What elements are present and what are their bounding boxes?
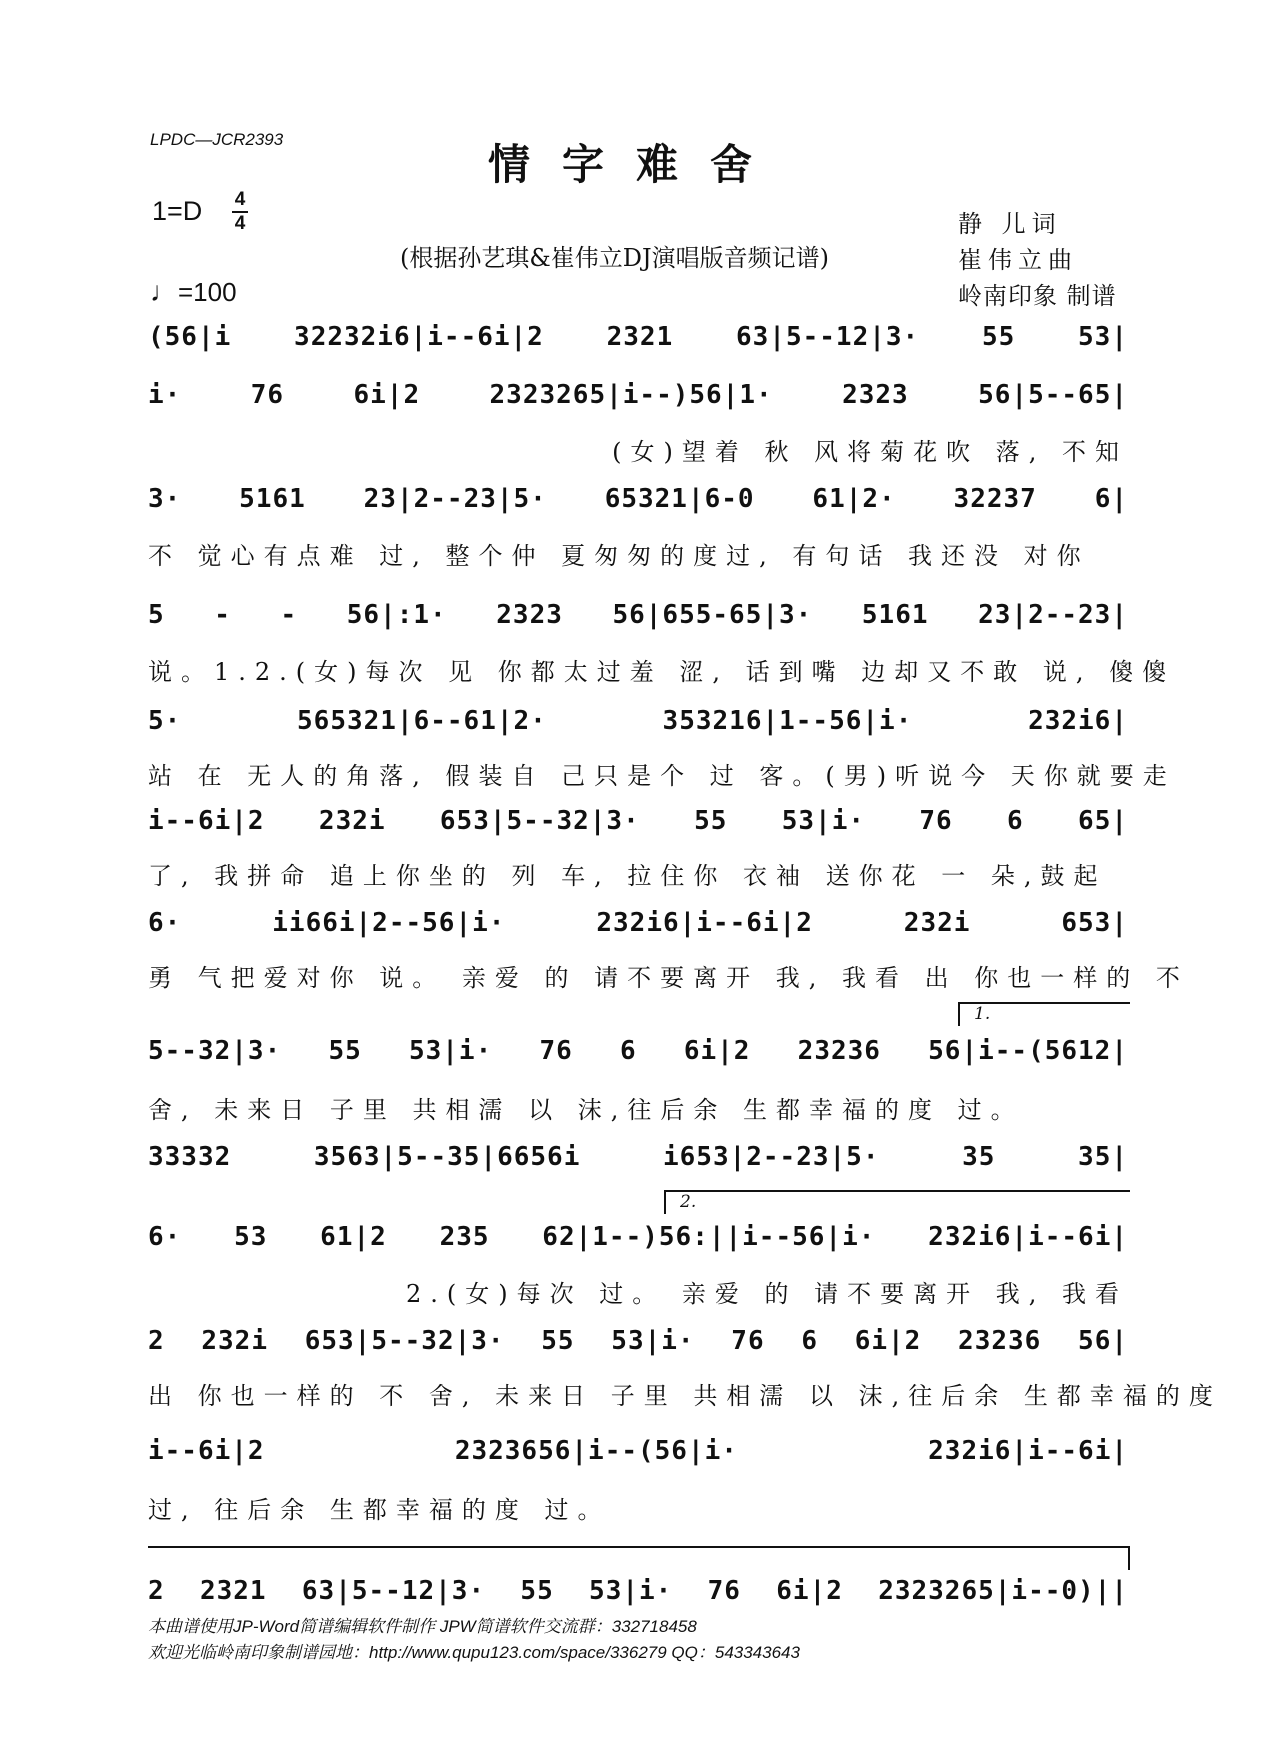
- second-ending-label: 2.: [680, 1192, 697, 1212]
- notation-row: i--6i|2 232i 653|5--32|3· 55 53|i· 76 6 65|: [148, 806, 1128, 836]
- lyric-row: 出 你也一样的 不 舍, 未来日 子里 共相濡 以 沫,往后余 生都幸福的度: [148, 1382, 1222, 1410]
- first-ending-bracket: [958, 1002, 1130, 1026]
- time-signature: [232, 190, 248, 234]
- arranger-credit: 岭南印象 制谱: [958, 282, 1117, 310]
- second-ending-bracket: [664, 1190, 1130, 1214]
- lyric-row: 站 在 无人的角落, 假装自 己只是个 过 客。(男)听说今 天你就要走: [148, 762, 1176, 790]
- notation-row: 2 232i 653|5--32|3· 55 53|i· 76 6 6i|2 23236 56|: [148, 1326, 1128, 1356]
- notation-row: 33332 3563|5--35|6656i i653|2--23|5· 35 35|: [148, 1142, 1128, 1172]
- notation-row: 5--32|3· 55 53|i· 76 6 6i|2 23236 56|i--(5612|: [148, 1036, 1128, 1066]
- lyric-row: 过, 往后余 生都幸福的度 过。: [148, 1496, 611, 1524]
- quarter-note-icon: ♩: [150, 276, 178, 307]
- meter-top: 4: [234, 189, 246, 210]
- composer-credit: 崔伟立曲: [958, 246, 1078, 274]
- tempo-mark: [150, 276, 237, 308]
- notation-row: 2 2321 63|5--12|3· 55 53|i· 76 6i|2 2323265|i--0)||: [148, 1576, 1128, 1606]
- lyricist-credit: 静 儿词: [958, 210, 1062, 238]
- notation-row: 6· ii66i|2--56|i· 232i6|i--6i|2 232i 653|: [148, 908, 1128, 938]
- notation-row: i· 76 6i|2 2323265|i--)56|1· 2323 56|5--65|: [148, 380, 1128, 410]
- lyric-row: 说。1.2.(女)每次 见 你都太过羞 涩, 话到嘴 边却又不敢 说, 傻傻: [148, 658, 1176, 686]
- lyric-row: 勇 气把爱对你 说。 亲爱 的 请不要离开 我, 我看 出 你也一样的 不: [148, 964, 1189, 992]
- tempo-value: =100: [178, 277, 237, 307]
- score-code: LPDC—JCR2393: [150, 130, 284, 149]
- lyric-row: 不 觉心有点难 过, 整个仲 夏匆匆的度过, 有句话 我还没 对你: [148, 542, 1090, 570]
- page-title: 情字难舍: [487, 140, 784, 189]
- meter-bottom: 4: [234, 213, 246, 234]
- coda-bracket: [148, 1546, 1130, 1570]
- lyric-row: 2.(女)每次 过。 亲爱 的 请不要离开 我, 我看: [405, 1280, 1128, 1308]
- lyric-row: (女)望着 秋 风将菊花吹 落, 不知: [612, 438, 1128, 466]
- first-ending-label: 1.: [974, 1004, 991, 1024]
- notation-row: 3· 5161 23|2--23|5· 65321|6-0 61|2· 32237 6|: [148, 484, 1128, 514]
- lyric-row: 了, 我拼命 追上你坐的 列 车, 拉住你 衣袖 送你花 一 朵,鼓起: [148, 862, 1107, 890]
- notation-row: i--6i|2 2323656|i--(56|i· 232i6|i--6i|: [148, 1436, 1128, 1466]
- footer-line-1: 本曲谱使用JP-Word简谱编辑软件制作 JPW简谱软件交流群：332718458: [148, 1617, 697, 1636]
- notation-row: 5 - - 56|:1· 2323 56|655-65|3· 5161 23|2--23|: [148, 600, 1128, 630]
- subtitle: (根据孙艺琪&崔伟立DJ演唱版音频记谱): [400, 244, 829, 272]
- notation-row: 6· 53 61|2 235 62|1--)56:||i--56|i· 232i6|i--6i|: [148, 1222, 1128, 1252]
- key-signature: 1=D: [152, 196, 203, 226]
- footer-line-2: 欢迎光临岭南印象制谱园地：http://www.qupu123.com/space/336279 QQ：543343643: [148, 1643, 800, 1662]
- lyric-row: 舍, 未来日 子里 共相濡 以 沫,往后余 生都幸福的度 过。: [148, 1096, 1024, 1124]
- notation-row: (56|i 32232i6|i--6i|2 2321 63|5--12|3· 55 53|: [148, 322, 1128, 352]
- notation-row: 5· 565321|6--61|2· 353216|1--56|i· 232i6|: [148, 706, 1128, 736]
